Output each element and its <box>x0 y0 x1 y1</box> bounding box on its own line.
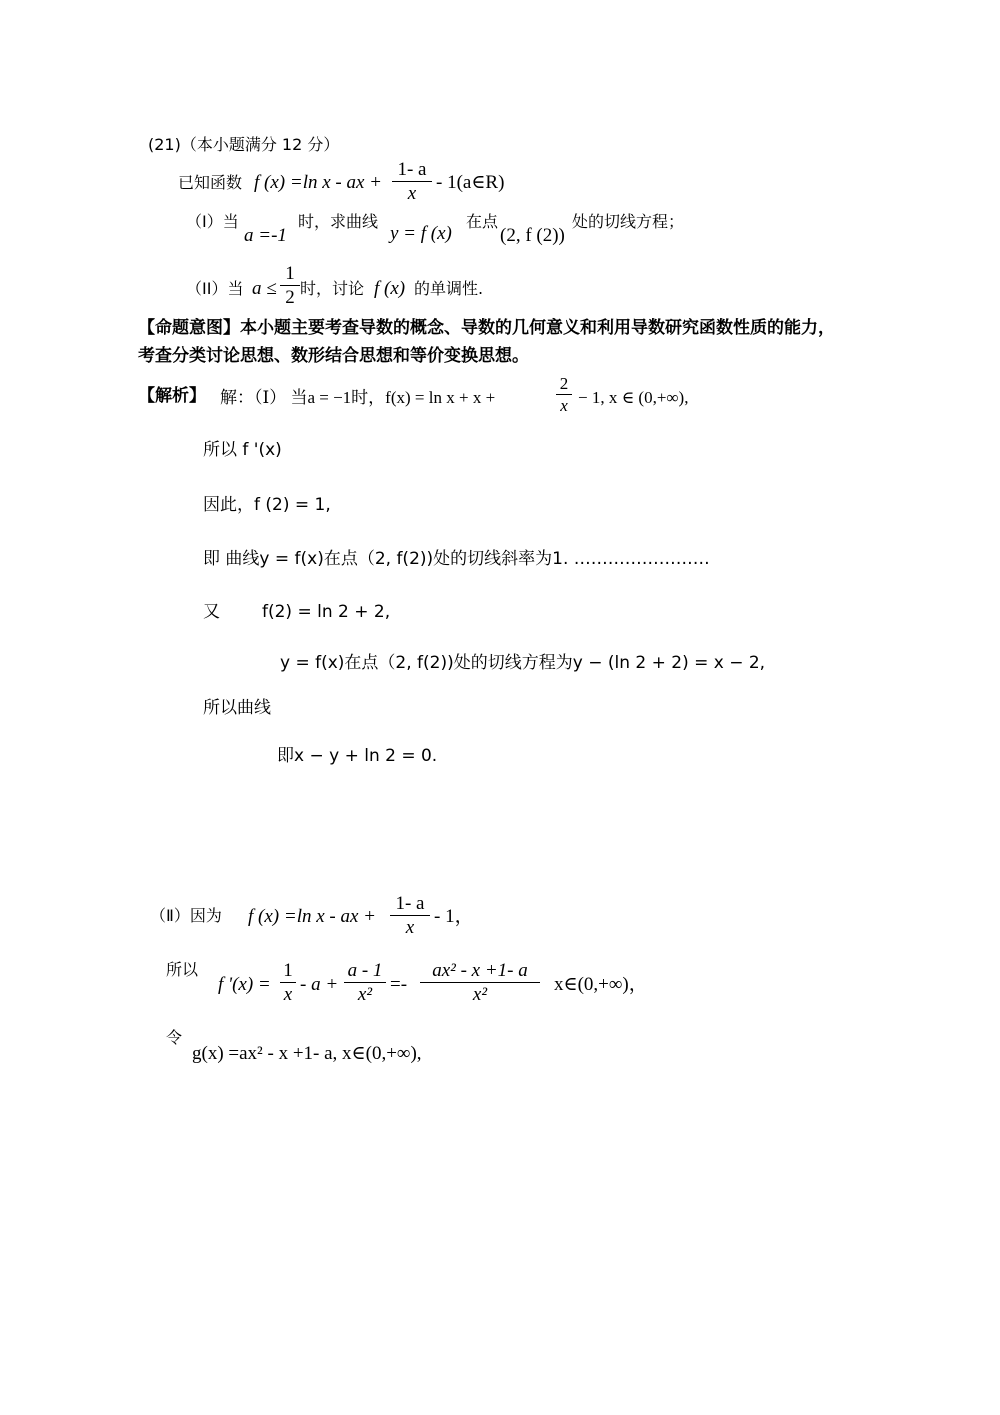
solution2-fraction <box>390 894 430 937</box>
intent-label: 【命题意图】 <box>138 318 240 338</box>
part1-curve: y = f (x) <box>390 223 452 244</box>
derivative-fraction-3 <box>420 961 540 1004</box>
derivative-fraction-1-denominator: x <box>283 984 293 1005</box>
derivative-equals: =- <box>390 974 408 995</box>
derivative-fraction-1 <box>280 961 296 1004</box>
derivative-fraction-1-numerator: 1 <box>283 960 293 981</box>
solution1-fraction-denominator: x <box>560 396 568 415</box>
part2-func: f (x) <box>374 278 406 299</box>
solution1-step3: 即 曲线y = f(x)在点（2, f(2))处的切线斜率为1. …………………… <box>203 549 710 569</box>
solution1-fraction-numerator: 2 <box>559 374 569 393</box>
given-function: f (x) =ln x - ax + <box>254 172 382 193</box>
solution1-fraction <box>556 375 572 414</box>
given-fraction-denominator: x <box>407 183 417 204</box>
solution2-so: 所以 <box>166 960 199 979</box>
derivative-fraction-2 <box>344 961 386 1004</box>
solution1-step6: 所以曲线 <box>203 698 271 718</box>
solution1-step4-label: 又 <box>203 602 220 622</box>
part1-condition: a =-1 <box>244 225 287 246</box>
derivative-domain: x∈(0,+∞)， <box>554 974 648 995</box>
given-fraction <box>392 160 432 203</box>
derivative-fraction-3-numerator: ax² - x +1- a <box>432 960 528 981</box>
solution2-function: f (x) =ln x - ax + <box>248 906 376 927</box>
solution1-step4-expr: f(2) = ln 2 + 2, <box>262 602 391 622</box>
solution2-tail: - 1， <box>434 906 474 927</box>
given-tail: - 1(a∈R) <box>436 172 505 193</box>
part2-fraction-numerator: 1 <box>285 263 295 284</box>
part2-when: （II）当 <box>186 279 244 298</box>
solution2-derivative-lhs: f '(x) = <box>218 974 271 995</box>
part1-at-point: 在点 <box>466 212 499 231</box>
given-fraction-numerator: 1- a <box>397 159 427 180</box>
solution1-intro: 解：（Ⅰ） 当a = −1时，f(x) = ln x + x + <box>220 388 496 407</box>
given-prefix: 已知函数 <box>178 173 243 192</box>
g-function: g(x) =ax² - x +1- a, x∈(0,+∞), <box>192 1043 422 1064</box>
part1-when: （I）当 <box>186 212 239 231</box>
part1-tangent: 处的切线方程； <box>572 212 685 231</box>
derivative-fraction-2-numerator: a - 1 <box>347 960 383 981</box>
part2-var: a ≤ <box>252 278 277 299</box>
solution1-step7: 即x − y + ln 2 = 0. <box>277 746 438 766</box>
solution2-fraction-numerator: 1- a <box>395 893 425 914</box>
solution2-fraction-denominator: x <box>405 917 415 938</box>
part2-fraction <box>280 264 300 307</box>
solution1-tail: − 1, x ∈ (0,+∞), <box>578 388 689 407</box>
solution1-step2: 因此，f (2) = 1, <box>203 495 331 515</box>
solution2-because: （Ⅱ）因为 <box>150 906 222 925</box>
problem-number: (21)（本小题满分 12 分） <box>148 135 340 154</box>
solution2-let: 令 <box>166 1028 183 1047</box>
part2-fraction-denominator: 2 <box>285 287 295 308</box>
part2-monotonicity: 的单调性. <box>414 279 484 298</box>
derivative-fraction-2-denominator: x² <box>357 984 373 1005</box>
part2-discuss: 时，讨论 <box>300 279 365 298</box>
solution-label: 【解析】 <box>138 386 206 406</box>
derivative-middle: - a + <box>300 974 339 995</box>
intent-text-1: 本小题主要考查导数的概念、导数的几何意义和利用导数研究函数性质的能力， <box>240 318 835 338</box>
intent-line-1 <box>138 320 835 337</box>
solution1-step1: 所以 f '(x) <box>203 440 282 460</box>
intent-line-2: 考查分类讨论思想、数形结合思想和等价变换思想。 <box>138 346 529 366</box>
part1-point: (2, f (2)) <box>500 225 565 246</box>
solution1-step5: y = f(x)在点（2, f(2))处的切线方程为y − (ln 2 + 2) = x − 2, <box>280 653 766 673</box>
part1-find: 时，求曲线 <box>298 212 379 231</box>
derivative-fraction-3-denominator: x² <box>472 984 488 1005</box>
